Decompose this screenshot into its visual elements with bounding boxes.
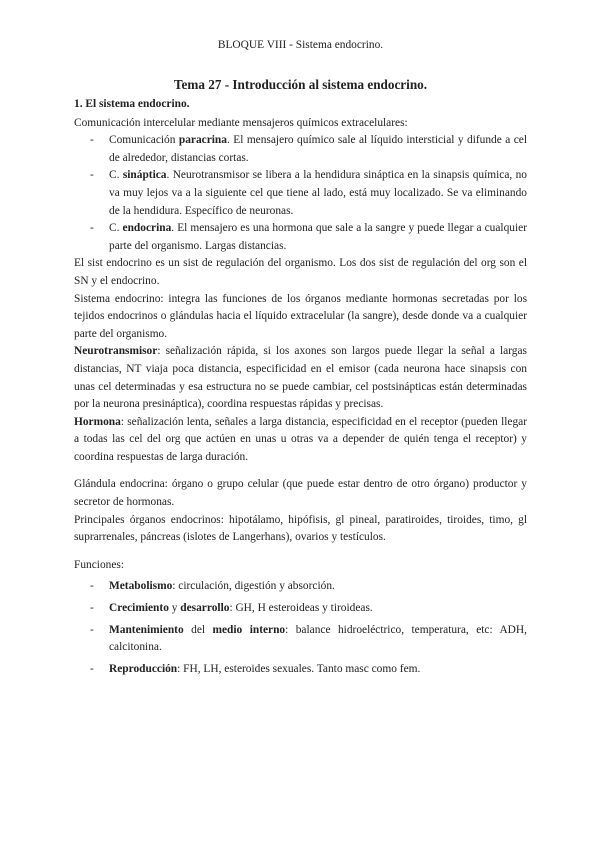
- system-paragraph: Sistema endocrino: integra las funciones de los órganos mediante hormonas secretadas por los tejidos endocrinos o glándulas hacia el líquido extracelular (la sangre), desde donde va a cualquier parte del organismo.: [74, 292, 527, 340]
- organs-paragraph: Principales órganos endocrinos: hipotálamo, hipófisis, gl pineal, paratiroides, tiroides, timo, gl suprarrenales, páncreas (islotes de Langerhans), ovarios y testículos.: [74, 513, 527, 544]
- intro-paragraph: Comunicación intercelular mediante mensajeros químicos extracelulares:: [74, 116, 408, 129]
- neurotransmitter-paragraph: Neurotransmisor: señalización rápida, si los axones son largos puede llegar la señal a largas distancias, NT viaja poca distancia, especificidad en el emisor (cada neurona hace sinapsis con unas cel determinadas y esa estructura no se puede cambiar, cel postsinápticas están determinadas por la neurona presináptica), coordina respuestas rápidas y precisas.: [74, 345, 527, 411]
- bullet-dash: -: [90, 169, 94, 182]
- page-title: Tema 27 - Introducción al sistema endocrino.: [173, 77, 428, 92]
- bullet-dash: -: [90, 662, 94, 675]
- list-item: - C. sináptica. Neurotransmisor se libera a la hendidura sináptica en la sinapsis química, no va muy lejos va a la siguiente cel que tiene al lado, está muy localizado. Se va eliminando de la hendidura. Específico de neuronas.: [90, 169, 527, 217]
- hormone-paragraph: Hormona: señalización lenta, señales a larga distancia, especificidad en el receptor (pueden llegar a todas las cel del org que actúen en unas u otras va a depender de quién tenga el receptor) y coordina respuestas de larga duración.: [74, 415, 527, 463]
- list-item: - Crecimiento y desarrollo: GH, H esteroideas y tiroideas.: [74, 600, 527, 618]
- section-heading: 1. El sistema endocrino.: [74, 98, 190, 110]
- communication-list: [74, 132, 527, 255]
- list-item: - Metabolismo: circulación, digestión y absorción.: [74, 578, 527, 596]
- bullet-dash: -: [90, 222, 94, 235]
- list-item: - Comunicación paracrina. El mensajero químico sale al líquido intersticial y difunde a cel de alrededor, distancias cortas.: [90, 134, 527, 164]
- page-header: BLOQUE VIII - Sistema endocrino.: [217, 39, 384, 51]
- bullet-dash: -: [90, 602, 94, 615]
- gland-paragraph: Glándula endocrina: órgano o grupo celular (que puede estar dentro de otro órgano) productor y secretor de hormonas.: [74, 478, 527, 509]
- functions-heading: Funciones:: [74, 558, 124, 571]
- regulation-paragraph: El sist endocrino es un sist de regulación del organismo. Los dos sist de regulación del org son el SN y el endocrino.: [74, 257, 527, 287]
- list-item: - Mantenimiento del medio interno: balance hidroeléctrico, temperatura, etc: ADH, calcitonina.: [90, 623, 527, 654]
- page-content: [74, 38, 527, 678]
- list-item: - C. endocrina. El mensajero es una hormona que sale a la sangre y puede llegar a cualquier parte del organismo. Largas distancias.: [90, 222, 527, 252]
- bullet-dash: -: [90, 134, 94, 147]
- list-item: - Reproducción: FH, LH, esteroides sexuales. Tanto masc como fem.: [74, 661, 527, 679]
- bullet-dash: -: [90, 580, 94, 593]
- functions-list: [74, 578, 527, 678]
- bullet-dash: -: [90, 623, 94, 636]
